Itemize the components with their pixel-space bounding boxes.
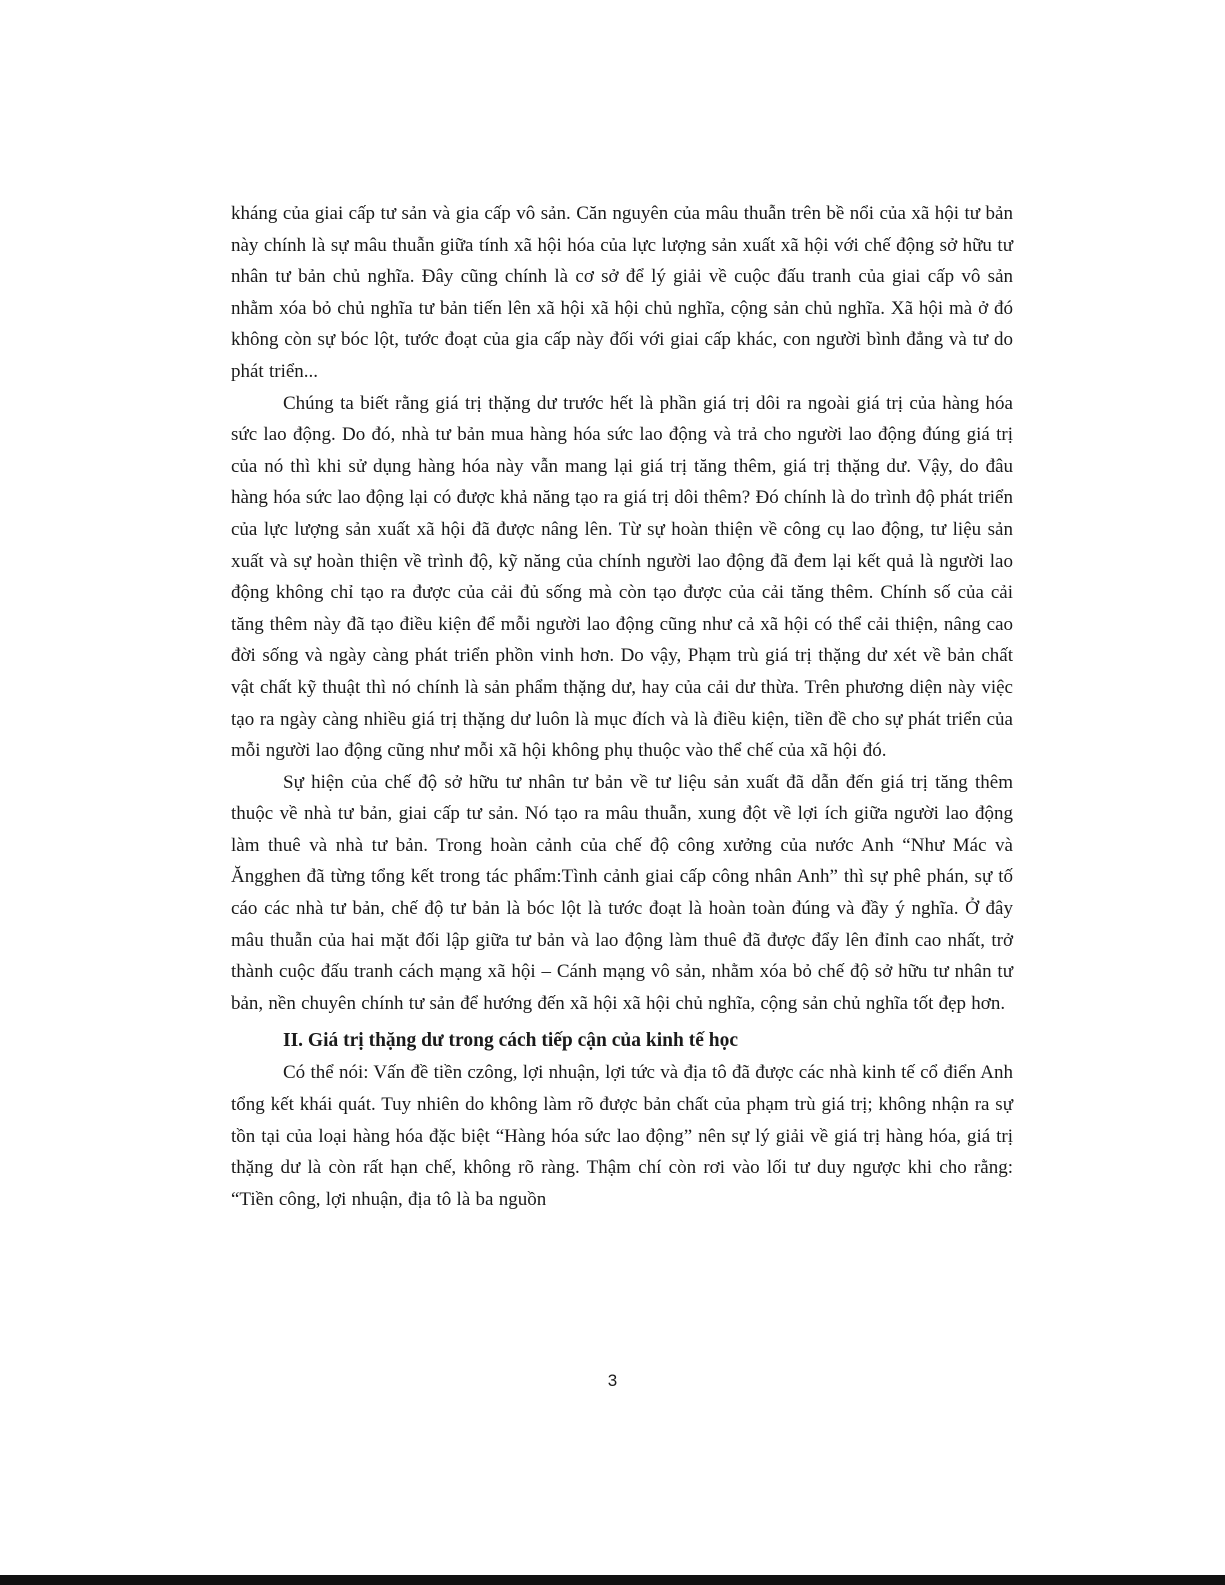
page-number: 3 [607, 1371, 618, 1390]
section-heading: II. Giá trị thặng dư trong cách tiếp cận của kinh tế học [283, 1030, 738, 1052]
scan-bottom-edge [0, 1575, 1225, 1585]
paragraph-classical-economics: Có thể nói: Vấn đề tiền czông, lợi nhuận, lợi tức và địa tô đã được các nhà kinh tế cổ điển Anh tổng kết khái quát. Tuy nhiên do không làm rõ được bản chất của phạm trù giá trị; không nhận ra sự tồn tại của loại hàng hóa đặc biệt “Hàng hóa sức lao động” nên sự lý giải về giá trị hàng hóa, giá trị thặng dư là còn rất hạn chế, không rõ ràng. Thậm chí còn rơi vào lối tư duy ngược khi cho rằng: “Tiền công, lợi nhuận, địa tô là ba nguồn [231, 1062, 1013, 1210]
document-body [231, 198, 1013, 1215]
paragraph-surplus-value: Chúng ta biết rằng giá trị thặng dư trước hết là phần giá trị dôi ra ngoài giá trị của hàng hóa sức lao động. Do đó, nhà tư bản mua hàng hóa sức lao động và trả cho người lao động đúng giá trị của nó thì khi sử dụng hàng hóa này vẫn mang lại giá trị tăng thêm, giá trị thặng dư. Vậy, do đâu hàng hóa sức lao động lại có được khả năng tạo ra giá trị dôi thêm? Đó chính là do trình độ phát triển của lực lượng sản xuất xã hội đã được nâng lên. Từ sự hoàn thiện về công cụ lao động, tư liệu sản xuất và sự hoàn thiện về trình độ, kỹ năng của chính người lao động đã đem lại kết quả là người lao động không chỉ tạo ra được của cải đủ sống mà còn tạo được của cải tăng thêm. Chính số của cải tăng thêm này đã tạo điều kiện để mỗi người lao động cũng như cả xã hội có thể cải thiện, nâng cao đời sống và ngày càng phát triển phồn vinh hơn. Do vậy, Phạm trù giá trị thặng dư xét về bản chất vật chất kỹ thuật thì nó chính là sản phẩm thặng dư, hay của cải dư thừa. Trên phương diện này việc tạo ra ngày càng nhiều giá trị thặng dư luôn là mục đích và là điều kiện, tiền đề cho sự phát triển của mỗi người lao động cũng như mỗi xã hội không phụ thuộc vào thể chế của xã hội đó. [231, 392, 1013, 762]
paragraph-private-ownership: Sự hiện của chế độ sở hữu tư nhân tư bản về tư liệu sản xuất đã dẫn đến giá trị tăng thêm thuộc về nhà tư bản, giai cấp tư sản. Nó tạo ra mâu thuẫn, xung đột về lợi ích giữa người lao động làm thuê và nhà tư bản. Trong hoàn cảnh của chế độ công xưởng của nước Anh “Như Mác và Ăngghen đã từng tổng kết trong tác phẩm:Tình cảnh giai cấp công nhân Anh” thì sự phê phán, sự tố cáo các nhà tư bản, chế độ tư bản là bóc lột là tước đoạt là hoàn toàn đúng và đầy ý nghĩa. Ở đây mâu thuẫn của hai mặt đối lập giữa tư bản và lao động làm thuê đã được đẩy lên đỉnh cao nhất, trở thành cuộc đấu tranh cách mạng xã hội – Cánh mạng vô sản, nhằm xóa bỏ chế độ sở hữu tư nhân tư bản, nền chuyên chính tư sản để hướng đến xã hội xã hội chủ nghĩa, cộng sản chủ nghĩa tốt đẹp hơn. [231, 771, 1013, 1014]
paragraph-continuation: kháng của giai cấp tư sản và gia cấp vô sản. Căn nguyên của mâu thuẫn trên bề nổi của xã hội tư bản này chính là sự mâu thuẫn giữa tính xã hội hóa của lực lượng sản xuất xã hội với chế động sở hữu tư nhân tư bản chủ nghĩa. Đây cũng chính là cơ sở để lý giải về cuộc đấu tranh của giai cấp vô sản nhằm xóa bỏ chủ nghĩa tư bản tiến lên xã hội xã hội chủ nghĩa, cộng sản chủ nghĩa. Xã hội mà ở đó không còn sự bóc lột, tước đoạt của gia cấp này đối với giai cấp khác, con người bình đẳng và tư do phát triển... [231, 203, 1013, 382]
